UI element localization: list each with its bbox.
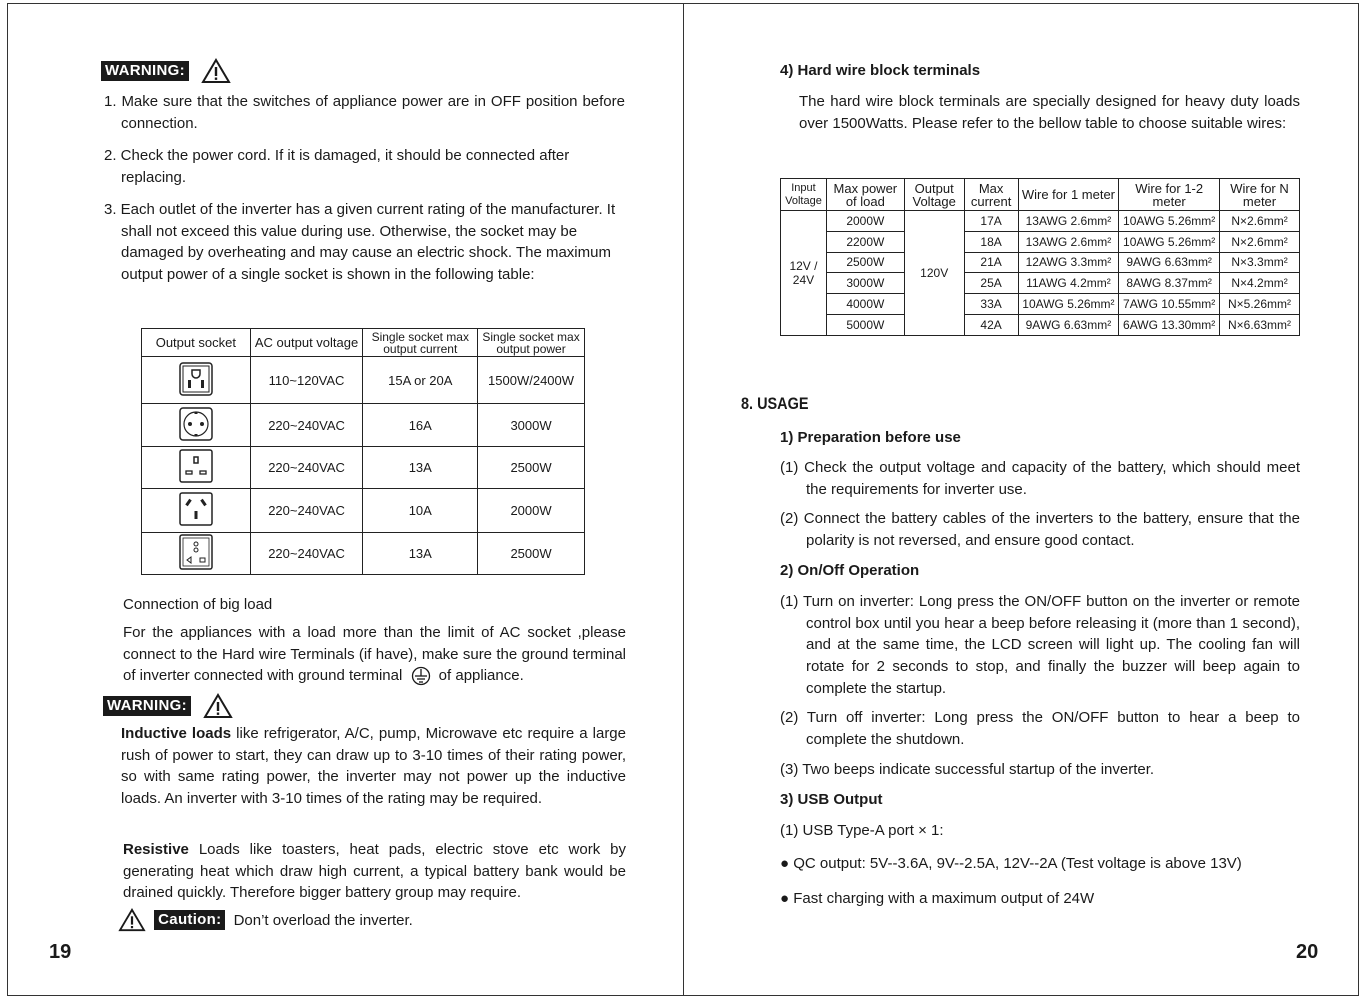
col-output-voltage: Output Voltage bbox=[904, 179, 964, 211]
table-cell: N×2.6mm² bbox=[1220, 231, 1300, 252]
col-max-power: Max power of load bbox=[826, 179, 904, 211]
col-max-power: Single socket max output power bbox=[478, 329, 585, 357]
table-header-row bbox=[781, 179, 1300, 211]
col-wire-nm: Wire for N meter bbox=[1220, 179, 1300, 211]
table-cell: 3000W bbox=[478, 404, 585, 447]
table-cell: N×5.26mm² bbox=[1220, 294, 1300, 315]
caution-line bbox=[118, 908, 413, 932]
table-cell: 2500W bbox=[478, 533, 585, 575]
table-row bbox=[142, 489, 585, 533]
caution-triangle-icon bbox=[118, 908, 146, 932]
onoff-item-1: (1) Turn on inverter: Long press the ON/OFF button on the inverter or remote control box until you hear a beep before releasing it (more than 1 second), and at the same time, the LCD screen will light up. The cooling fan will rotate for 2 seconds to stop, and finally the buzzer will beep again to complete the startup. bbox=[780, 593, 1300, 697]
prep-item-2: (2) Connect the battery cables of the inverters to the battery, ensure that the polarity is not reversed, and ensure good contact. bbox=[780, 510, 1300, 549]
table-cell: 13A bbox=[363, 533, 478, 575]
warning-heading-2 bbox=[103, 693, 233, 719]
warning-badge: WARNING: bbox=[101, 61, 189, 81]
table-cell: 13AWG 2.6mm² bbox=[1018, 231, 1119, 252]
table-row bbox=[781, 252, 1300, 273]
table-cell: 2500W bbox=[478, 447, 585, 489]
usb-title: 3) USB Output bbox=[780, 791, 883, 808]
col-wire-1-2m: Wire for 1-2 meter bbox=[1119, 179, 1220, 211]
table-cell: 8AWG 8.37mm² bbox=[1119, 273, 1220, 294]
big-load-paragraph bbox=[123, 622, 626, 687]
prep-item-1: (1) Check the output voltage and capacity of the battery, which should meet the requirements for inverter use. bbox=[780, 459, 1300, 498]
table-row bbox=[781, 273, 1300, 294]
table-cell: 10AWG 5.26mm² bbox=[1119, 211, 1220, 232]
table-cell: 33A bbox=[964, 294, 1018, 315]
caution-text: Don’t overload the inverter. bbox=[233, 911, 413, 929]
inductive-loads-paragraph bbox=[121, 723, 626, 810]
ground-terminal-icon bbox=[411, 666, 431, 686]
col-max-current: Max current bbox=[964, 179, 1018, 211]
table-row bbox=[142, 357, 585, 404]
col-ac-voltage: AC output voltage bbox=[250, 329, 363, 357]
col-wire-1m: Wire for 1 meter bbox=[1018, 179, 1119, 211]
warning-heading bbox=[101, 58, 231, 84]
warning-triangle-icon bbox=[203, 693, 233, 719]
table-cell: 110~120VAC bbox=[250, 357, 363, 404]
table-cell: 6AWG 13.30mm² bbox=[1119, 314, 1220, 335]
table-cell: 11AWG 4.2mm² bbox=[1018, 273, 1119, 294]
prep-title: 1) Preparation before use bbox=[780, 429, 961, 446]
page-number: 20 bbox=[1296, 941, 1319, 963]
table-cell: 3000W bbox=[826, 273, 904, 294]
page-number: 19 bbox=[49, 941, 72, 963]
table-cell: 9AWG 6.63mm² bbox=[1018, 314, 1119, 335]
table-row bbox=[142, 447, 585, 489]
table-cell: N×4.2mm² bbox=[1220, 273, 1300, 294]
table-cell: 16A bbox=[363, 404, 478, 447]
onoff-item-3: (3) Two beeps indicate successful startup of the inverter. bbox=[780, 761, 1155, 778]
input-voltage-cell: 12V / 24V bbox=[781, 211, 827, 336]
col-input-voltage: Input Voltage bbox=[781, 179, 827, 211]
warning-item-1: 1. Make sure that the switches of appliance power are in OFF position before connection. bbox=[104, 93, 625, 132]
eu-socket-icon bbox=[142, 404, 251, 447]
warning-item-3: 3. Each outlet of the inverter has a given current rating of the manufacturer. It shall not exceed this value during use. Otherwise, the socket may be damaged by overheating and may cause an electric shock. The maximum output power of a single socket is shown in the following table: bbox=[104, 201, 616, 284]
table-cell: 17A bbox=[964, 211, 1018, 232]
table-cell: 220~240VAC bbox=[250, 404, 363, 447]
table-row bbox=[781, 294, 1300, 315]
big-load-title: Connection of big load bbox=[123, 596, 273, 613]
wire-gauge-table bbox=[780, 178, 1300, 336]
table-cell: 220~240VAC bbox=[250, 489, 363, 533]
table-cell: 13A bbox=[363, 447, 478, 489]
output-voltage-cell: 120V bbox=[904, 211, 964, 336]
onoff-title: 2) On/Off Operation bbox=[780, 562, 920, 579]
table-row bbox=[142, 533, 585, 575]
warning-triangle-icon bbox=[201, 58, 231, 84]
table-header-row bbox=[142, 329, 585, 357]
hard-wire-text: The hard wire block terminals are specially designed for heavy duty loads over 1500Watts. Please refer to the bellow table to choose suitable wires: bbox=[799, 93, 1300, 132]
col-max-current: Single socket max output current bbox=[363, 329, 478, 357]
usb-item-3: ● Fast charging with a maximum output of 24W bbox=[780, 890, 1095, 907]
table-row bbox=[781, 211, 1300, 232]
universal-socket-icon bbox=[142, 533, 251, 575]
table-cell: 10AWG 5.26mm² bbox=[1119, 231, 1220, 252]
big-load-text: For the appliances with a load more than the limit of AC socket ,please connect to the Hard wire Terminals (if have), make sure the ground terminal of inverter connected with ground terminal bbox=[123, 624, 626, 685]
table-cell: 220~240VAC bbox=[250, 447, 363, 489]
warning-badge: WARNING: bbox=[103, 696, 191, 716]
table-cell: 2200W bbox=[826, 231, 904, 252]
us-socket-icon bbox=[142, 357, 251, 404]
table-cell: N×3.3mm² bbox=[1220, 252, 1300, 273]
table-cell: 220~240VAC bbox=[250, 533, 363, 575]
au-socket-icon bbox=[142, 489, 251, 533]
resistive-loads-text: Loads like toasters, heat pads, electric stove etc work by generating heat which draw high current, a typical battery bank would be drained quickly. Therefore bigger battery group may require. bbox=[123, 841, 627, 902]
table-cell: 15A or 20A bbox=[363, 357, 478, 404]
big-load-text-end: of appliance. bbox=[438, 667, 524, 685]
table-cell: 42A bbox=[964, 314, 1018, 335]
table-cell: 25A bbox=[964, 273, 1018, 294]
usb-item-2: ● QC output: 5V--3.6A, 9V--2.5A, 12V--2A (Test voltage is above 13V) bbox=[780, 855, 1242, 872]
hard-wire-title: 4) Hard wire block terminals bbox=[780, 62, 981, 79]
col-output-socket: Output socket bbox=[142, 329, 251, 357]
usb-item-1: (1) USB Type-A port × 1: bbox=[780, 822, 944, 839]
socket-rating-table bbox=[141, 328, 585, 575]
table-cell: 2000W bbox=[826, 211, 904, 232]
page-20 bbox=[684, 0, 1366, 1002]
table-cell: 21A bbox=[964, 252, 1018, 273]
table-cell: 1500W/2400W bbox=[478, 357, 585, 404]
table-cell: 9AWG 6.63mm² bbox=[1119, 252, 1220, 273]
table-cell: 10A bbox=[363, 489, 478, 533]
table-cell: 10AWG 5.26mm² bbox=[1018, 294, 1119, 315]
table-cell: 4000W bbox=[826, 294, 904, 315]
uk-socket-icon bbox=[142, 447, 251, 489]
caution-badge: Caution: bbox=[154, 910, 225, 930]
table-row bbox=[142, 404, 585, 447]
table-cell: N×2.6mm² bbox=[1220, 211, 1300, 232]
inductive-loads-text: like refrigerator, A/C, pump, Microwave etc require a large rush of power to start, they can draw up to 3-10 times of their rating power, so with same rating power, the inverter may not power up the inductive loads. An inverter with 3-10 times of the rating may be required. bbox=[121, 725, 626, 808]
table-cell: 2000W bbox=[478, 489, 585, 533]
section-title-usage: 8. USAGE bbox=[741, 394, 809, 413]
table-row bbox=[781, 314, 1300, 335]
table-row bbox=[781, 231, 1300, 252]
table-cell: 13AWG 2.6mm² bbox=[1018, 211, 1119, 232]
table-cell: 5000W bbox=[826, 314, 904, 335]
table-cell: N×6.63mm² bbox=[1220, 314, 1300, 335]
resistive-loads-paragraph bbox=[123, 839, 626, 904]
table-cell: 18A bbox=[964, 231, 1018, 252]
table-cell: 12AWG 3.3mm² bbox=[1018, 252, 1119, 273]
table-cell: 2500W bbox=[826, 252, 904, 273]
onoff-item-2: (2) Turn off inverter: Long press the ON/OFF button to hear a beep to complete the shutdown. bbox=[780, 709, 1300, 748]
resistive-loads-term: Resistive bbox=[123, 841, 189, 858]
warning-item-2: 2. Check the power cord. If it is damaged, it should be connected after replacing. bbox=[104, 147, 570, 186]
table-cell: 7AWG 10.55mm² bbox=[1119, 294, 1220, 315]
inductive-loads-term: Inductive loads bbox=[121, 725, 232, 742]
